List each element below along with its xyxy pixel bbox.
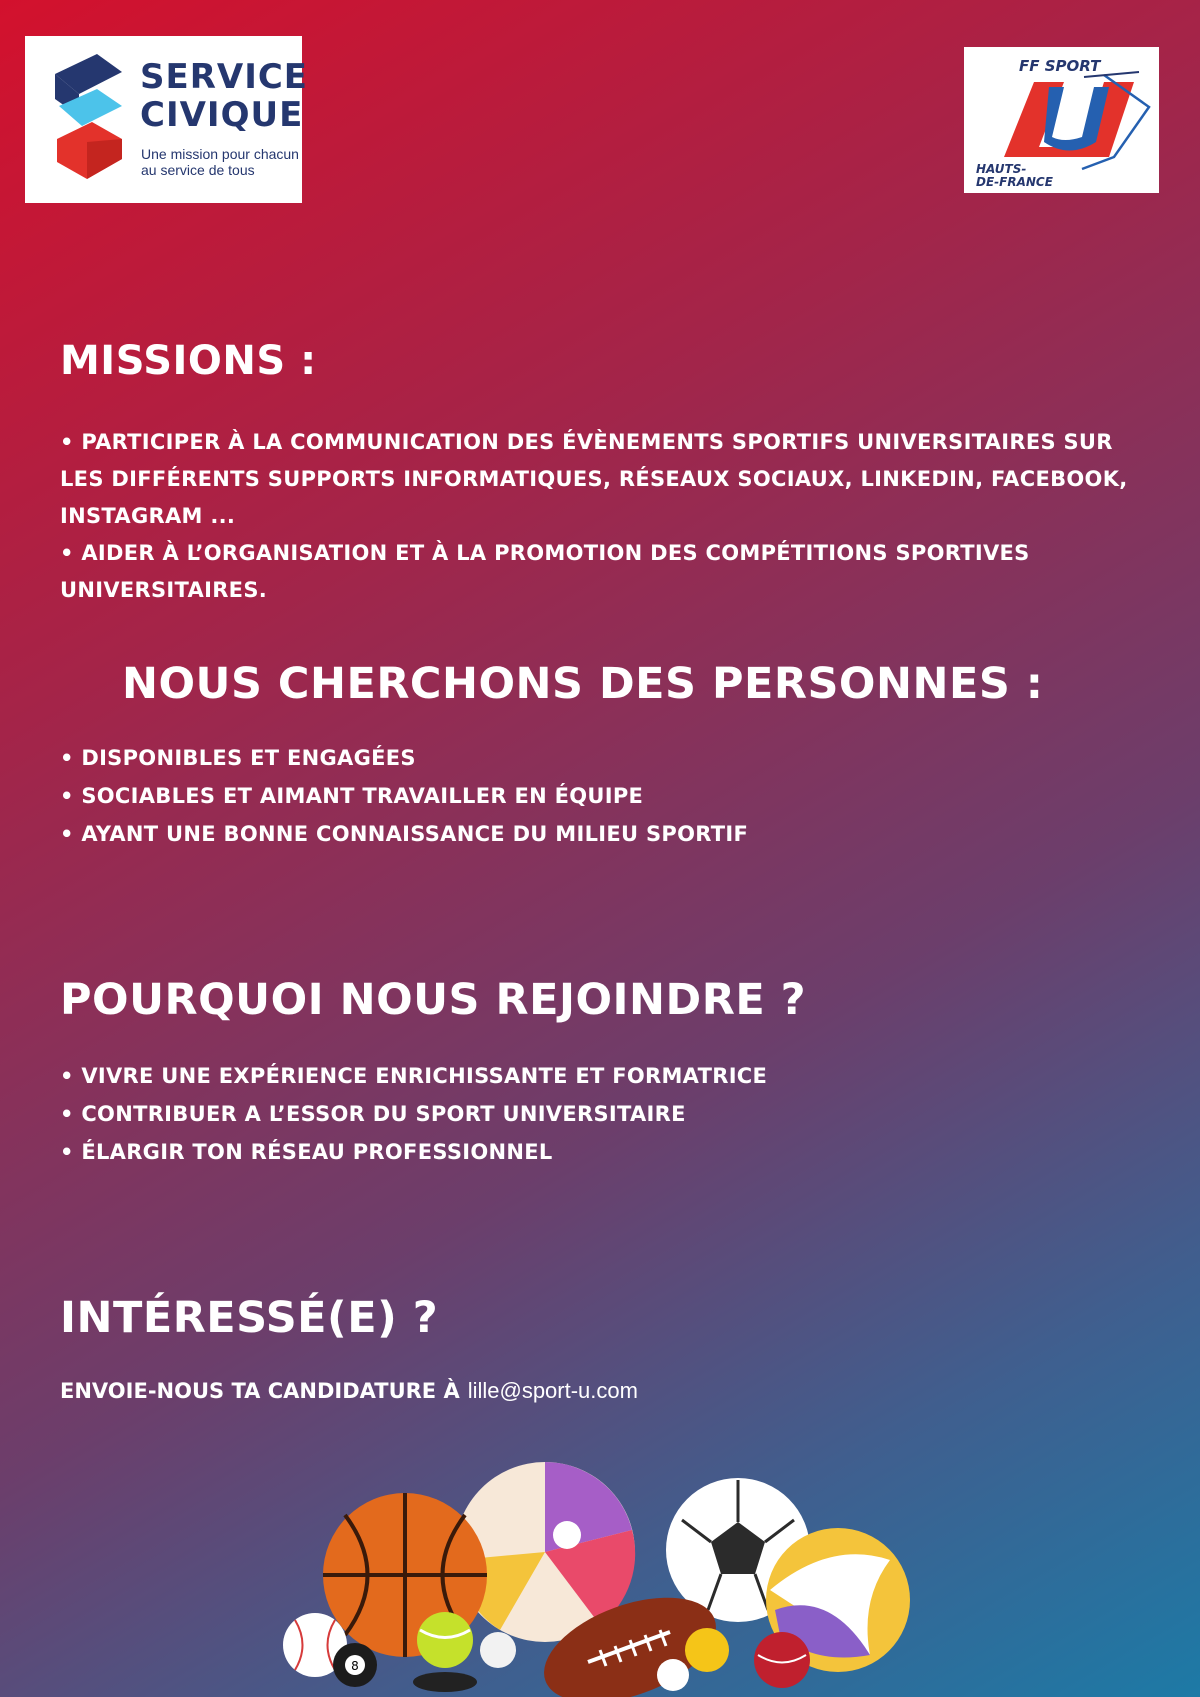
service-civique-tagline2: au service de tous (141, 162, 255, 178)
missions-heading: MISSIONS : (60, 338, 317, 384)
service-civique-logo (25, 36, 309, 203)
why-item-1: • VIVRE UNE EXPÉRIENCE ENRICHISSANTE ET FORMATRICE (60, 1064, 768, 1088)
profile-heading: NOUS CHERCHONS DES PERSONNES : (122, 659, 1044, 709)
billiard-ball-icon (333, 1643, 377, 1687)
service-civique-line1: SERVICE (140, 57, 309, 97)
ff-sport-u-emblem-icon (964, 47, 1159, 193)
profile-item-3: • AYANT UNE BONNE CONNAISSANCE DU MILIEU SPORTIF (60, 822, 749, 846)
application-label: ENVOIE-NOUS TA CANDIDATURE À (60, 1379, 460, 1403)
why-heading: POURQUOI NOUS REJOINDRE ? (60, 975, 807, 1025)
why-item-2: • CONTRIBUER A L’ESSOR DU SPORT UNIVERSITAIRE (60, 1102, 686, 1126)
ff-sport-u-logo (964, 47, 1159, 193)
service-civique-tagline1: Une mission pour chacun (141, 146, 299, 162)
profile-item-1: • DISPONIBLES ET ENGAGÉES (60, 746, 416, 770)
application-line (60, 1378, 638, 1404)
ping-pong-ball-white-icon (657, 1659, 689, 1691)
ping-pong-ball-icon (685, 1628, 729, 1672)
ff-sport-label: FF SPORT (1019, 57, 1101, 75)
hauts-label: HAUTS- (976, 162, 1027, 176)
golf-ball-icon (480, 1632, 516, 1668)
mission-item-2: • AIDER À L’ORGANISATION ET À LA PROMOTION DES COMPÉTITIONS SPORTIVES UNIVERSITAIRES. (60, 541, 1030, 602)
email-link[interactable]: lille@sport-u.com (467, 1378, 638, 1403)
tennis-ball-icon (417, 1612, 473, 1668)
hockey-puck-icon (413, 1672, 477, 1692)
sports-balls-illustration (270, 1450, 930, 1697)
profile-item-2: • SOCIABLES ET AIMANT TRAVAILLER EN ÉQUIPE (60, 784, 644, 808)
service-civique-line2: CIVIQUE (140, 95, 304, 135)
interested-heading: INTÉRESSÉ(E) ? (60, 1293, 439, 1343)
cricket-ball-icon (754, 1632, 810, 1688)
de-france-label: DE-FRANCE (976, 175, 1053, 189)
svg-text:8: 8 (351, 1659, 359, 1673)
service-civique-emblem-icon (37, 44, 137, 194)
mission-item-1: • PARTICIPER À LA COMMUNICATION DES ÉVÈNEMENTS SPORTIFS UNIVERSITAIRES SUR LES DIFFÉRENTS SUPPORTS INFORMATIQUES, RÉSEAUX SOCIAUX, LINKEDIN, FACEBOOK, INSTAGRAM ... (60, 430, 1128, 528)
why-item-3: • ÉLARGIR TON RÉSEAU PROFESSIONNEL (60, 1140, 553, 1164)
